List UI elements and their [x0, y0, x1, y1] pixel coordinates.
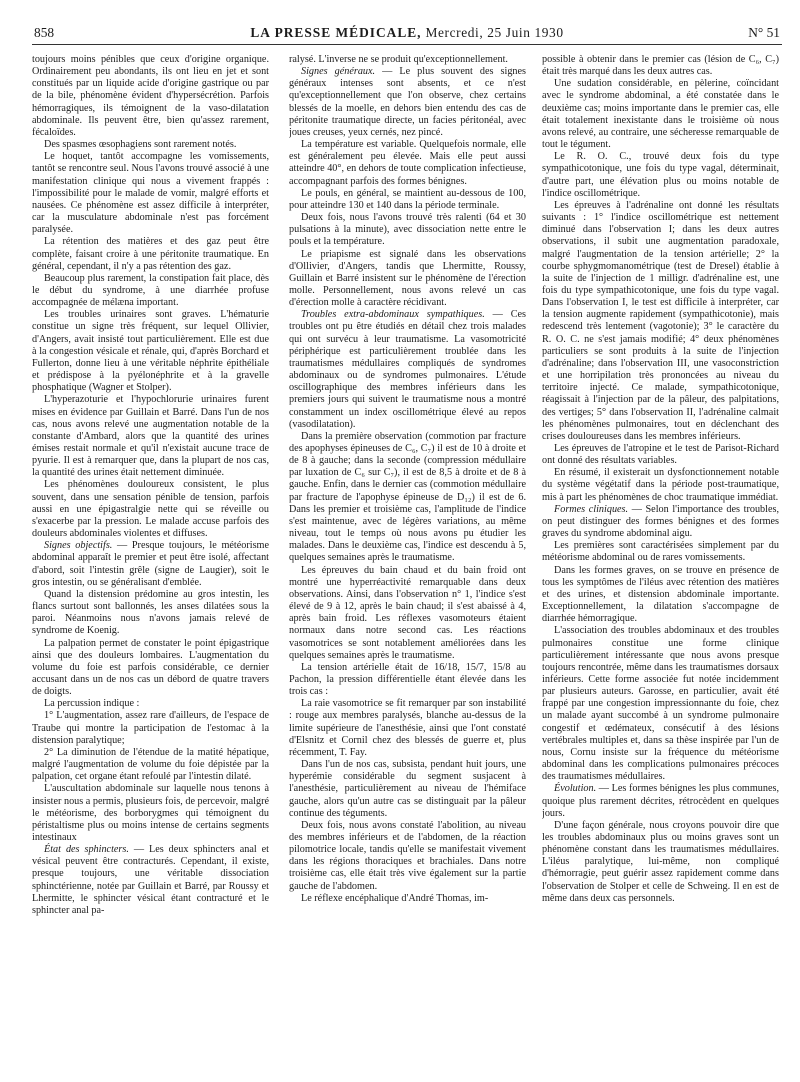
paragraph — [289, 66, 526, 139]
paragraph-text: Quand la distension prédomine au gros intestin, les flancs surtout sont ballonnés, les anses dilatées sous la paroi. Néanmoins nous n'avons jamais relevé de syndrome de Koenig. — [32, 588, 269, 637]
issue-number: N° 51 — [748, 25, 780, 40]
paragraph-text: 2° La diminution de l'étendue de la matité hépatique, malgré l'augmentation de volume du foie dépistée par la palpation, cet organe étant refoulé par l'intestin dilaté. — [32, 746, 269, 783]
paragraph — [32, 139, 269, 151]
section-heading: Signes généraux. — [301, 66, 376, 78]
paragraph — [289, 309, 526, 431]
paragraph — [32, 54, 269, 139]
paragraph — [289, 249, 526, 310]
section-heading: État des sphincters. — [44, 844, 129, 856]
text-column-left — [32, 54, 269, 1074]
paragraph — [32, 479, 269, 540]
paragraph-text: Des spasmes œsophagiens sont rarement notés. — [44, 139, 237, 151]
paragraph — [32, 783, 269, 844]
paragraph-text: Le réflexe encéphalique d'André Thomas, im- — [301, 892, 489, 904]
journal-title — [32, 25, 782, 41]
paragraph-text: 1° L'augmentation, assez rare d'ailleurs, de l'espace de Traube qui montre la participation de l'estomac à la distension paralytique; — [32, 710, 269, 746]
paragraph-text: Dans les formes graves, on se trouve en présence de tous les symptômes de l'iléus avec rétention des matières et des urines, et distension abdominale importante. Exceptionnellement, la dilatation s'accompagne de diarrhée hémorragique. — [542, 564, 779, 625]
paragraph-text: Le hoquet, tantôt accompagne les vomissements, tantôt se rencontre seul. Nous l'avons trouvé associé à une manifestation clinique qui nous a vivement frappés : l'impossibilité pour le malade de vomir, malgré efforts et nausées. Ce phénomène est assez difficile à interpréter, car la musculature abdominale n'est pas forcément paralysée. — [32, 151, 269, 236]
paragraph-text: L'hyperazoturie et l'hypochlorurie urinaires furent mises en évidence par Guillain et Barré. Dans l'un de nos cas, nous avons relevé une augmentation notable de la constante d'Ambard, alors que la quantité des urines émises restait normale et qu'il n'existait aucune trace de pyurie. Il est à remarquer que, dans la plupart de nos cas, la quantité des urines était nettement diminuée. — [32, 394, 269, 479]
paragraph — [289, 698, 526, 759]
paragraph — [32, 698, 269, 710]
paragraph-text: — Le plus souvent des signes généraux intenses sont absents, et ce n'est qu'exceptionnellement que l'on observe, chez certains blessés de la moelle, en dehors bien entendu des cas de péritonite traumatique directe, un facies péritonéal, avec joues creuses, yeux cernés, nez pincé. — [289, 66, 526, 138]
paragraph — [32, 394, 269, 479]
paragraph-text: La percussion indique : — [44, 698, 140, 710]
section-heading: Évolution. — [554, 783, 597, 795]
journal-name: LA PRESSE MÉDICALE, — [250, 25, 422, 40]
paragraph — [289, 212, 526, 248]
section-heading: Formes cliniques. — [554, 503, 629, 515]
paragraph-text: — Les formes bénignes les plus communes, quoique plus rarement décrites, rétrocèdent en quelques jours. — [542, 783, 779, 819]
paragraph-text: Deux fois, nous l'avons trouvé très ralenti (64 et 30 pulsations à la minute), avec dissociation nette entre le pouls et la température. — [289, 212, 526, 248]
paragraph-text: Les épreuves de l'atropine et le test de Parisot-Richard ont donné des résultats variables. — [542, 443, 779, 467]
text-column-middle — [289, 54, 526, 1074]
paragraph — [32, 844, 269, 917]
paragraph-text: Deux fois, nous avons constaté l'abolition, au niveau des membres inférieurs et de l'abdomen, de la réaction pilomotrice locale, tandis qu'elle se manifestait vivement dans les régions thoraciques et brachiales. Dans notre troisième cas, elle était très vive également sur la partie gauche de l'abdomen. — [289, 819, 526, 892]
paragraph-text: — Ces troubles ont pu être étudiés en détail chez trois malades qui ont survécu à leur traumatisme. La vasomotricité périphérique est particulièrement troublée dans les traumatismes médullaires compliqués de syndromes abdominaux ou de syndromes pulmonaires. L'étude oscillographique des membres inférieurs dans les premiers jours qui suivent le traumatisme nous a montré constamment un index oscillométrique élevé au repos (vasodilatation). — [289, 309, 526, 430]
paragraph — [542, 443, 779, 467]
paragraph-text: La rétention des matières et des gaz peut être complète, faisant croire à une péritonite traumatique. En général, cependant, il n'y a pas rétention des gaz. — [32, 236, 269, 272]
paragraph — [542, 151, 779, 200]
paragraph — [289, 431, 526, 565]
section-heading: Signes objectifs. — [44, 540, 113, 552]
paragraph — [542, 565, 779, 626]
section-heading: Troubles extra-abdominaux sympathiques. — [301, 309, 485, 321]
paragraph — [32, 151, 269, 236]
paragraph-text: — Presque toujours, le météorisme abdominal apparaît le premier et peut être isolé, affectant d'abord, soit l'intestin grêle (signe de Laugier), soit le gros intestin, ou se généralisant d'emblée. — [32, 540, 269, 588]
paragraph-text: La raie vasomotrice se fit remarquer par son instabilité : rouge aux membres paralysés, blanche au-dessus de la limite supérieure de l'anesthésie, ainsi que l'ont constaté d'Elsnitz et Cornil chez des blessés de guerre et, plus récemment, T. Fay. — [289, 698, 526, 758]
paragraph-text: Dans l'un de nos cas, subsista, pendant huit jours, une hyperémie considérable du segment susjacent à l'anesthésie, particulièrement au niveau de l'hémiface gauche, alors qu'un autre cas se distinguait par la pâleur continue des téguments. — [289, 759, 526, 819]
paragraph-text: D'une façon générale, nous croyons pouvoir dire que les troubles abdominaux plus ou moins graves sont un phénomène constant dans les traumatismes médullaires. L'iléus paralytique, lui-même, non compliqué d'hémorragie, peut guérir assez rapidement comme dans l'observation de Stolper et celle de Schweing. Il en est de même dans deux cas personnels. — [542, 819, 779, 904]
paragraph-text: possible à obtenir dans le premier cas (lésion de C₆, C₇) était très marqué dans les deux autres cas. — [542, 54, 779, 78]
paragraph-text: La palpation permet de constater le point épigastrique ainsi que des douleurs lombaires. L'augmentation du volume du foie est parfois considérable, ce dernier accusant dans un de nos cas un débord de quatre travers de doigts. — [32, 637, 269, 698]
paragraph-text: L'association des troubles abdominaux et des troubles pulmonaires constitue une forme clinique particulièrement intéressante que nous avons presque toujours rencontrée, même dans les traumatismes dorsaux inférieurs. Cette forme associée fut notée incidemment par plusieurs auteurs. Garosse, en particulier, avait été frappé par une congestion impressionnante du foie, chez un malade ayant succombé à un syndrome pulmonaire congestif et œdémateux, consécutif à des lésions vertébrales multiples et, dans sa thèse inspirée par l'un de nous, Cornu insiste sur la fréquence du météorisme abdominal dans les complications pulmonaires précoces des traumatismes médullaires. — [542, 625, 779, 783]
paragraph-text: La tension artérielle était de 16/18, 15/7, 15/8 au Pachon, la pression différentielle étant élevée dans les trois cas : — [289, 661, 526, 698]
paragraph-text: Le pouls, en général, se maintient au-dessous de 100, pour atteindre 130 et 140 dans la période terminale. — [289, 187, 526, 211]
paragraph-text: Beaucoup plus rarement, la constipation fait place, dès le début du syndrome, à une diarrhée profuse accompagnée de mélæna important. — [32, 272, 269, 309]
paragraph-text: Les premières sont caractérisées simplement par du météorisme abdominal ou de rares vomissements. — [542, 540, 779, 564]
paragraph — [542, 78, 779, 151]
paragraph-text: Dans la première observation (commotion par fracture des apophyses épineuses de C₆, C₇) il est de 10 à droite et de 8 à gauche; dans la seconde (compression médullaire par luxation de C₆ sur C₇), il est de 8,5 à droite et de 8 à gauche. Enfin, dans le dernier cas (commotion médullaire par fracture de l'apophyse épineuse de D₁₂) il est de 6. Dans les premier et troisième cas, l'amplitude de l'indice s'est maintenue, avec de légères variations, au même niveau, tout le temps où nous avons pu étudier les malades. Dans le deuxième cas, l'indice est descendu à 5, quelques semaines après le traumatisme. — [289, 430, 526, 564]
paragraph-text: ralysé. L'inverse ne se produit qu'exceptionnellement. — [289, 54, 508, 65]
paragraph-text: — Les deux sphincters anal et vésical peuvent être contracturés. Cependant, il existe, presque toujours, une véritable dissociation sphinctérienne, notée par Guillain et Barré, par Roussy et Lhermitte, le sphincter vésical étant contracturé et le sphincter anal pa- — [32, 844, 269, 916]
issue-date: Mercredi, 25 Juin 1930 — [425, 25, 564, 40]
paragraph — [542, 540, 779, 564]
paragraph — [289, 54, 526, 66]
paragraph-text: Le priapisme est signalé dans les observations d'Ollivier, d'Angers, tandis que Lhermitte, Roussy, Guillain et Barré insistent sur le phénomène de l'érection molle. Personnellement, nous avons relevé un cas d'érection molle à caractère récidivant. — [289, 248, 526, 309]
paragraph — [289, 188, 526, 212]
paragraph-text: Le R. O. C., trouvé deux fois du type sympathicotonique, une fois du type vagal, déterminait, d'autre part, une élévation plus ou moins notable de l'indice oscillométrique. — [542, 151, 779, 199]
paragraph-text: — Selon l'importance des troubles, on peut distinguer des formes bénignes et des formes graves du syndrome abdominal aigu. — [542, 503, 779, 540]
paragraph — [542, 783, 779, 819]
paragraph-text: Une sudation considérable, en pèlerine, coïncidant avec le syndrome abdominal, a été constatée dans le deuxième cas; moins importante dans le premier cas, elle était totalement inexistante dans le troisième où nous avons relevé, au contraire, une sécheresse remarquable de tout le tégument. — [542, 78, 779, 151]
paragraph — [32, 236, 269, 272]
paragraph — [289, 662, 526, 698]
paragraph — [542, 200, 779, 443]
paragraph — [542, 820, 779, 905]
paragraph-text: Les épreuves du bain chaud et du bain froid ont montré une hyperréactivité remarquable dans deux observations. Ainsi, dans l'observation n° 1, l'indice s'est élevé de 9 à 12, après le bain chaud; il s'est abaissé à 4, après bain froid. Les réflexes vasomoteurs étaient normaux dans notre second cas. Les réactions vasomotrices se sont notablement améliorées dans les quelques semaines après le traumatisme. — [289, 564, 526, 661]
paragraph — [289, 139, 526, 188]
paragraph — [32, 273, 269, 309]
paragraph — [542, 467, 779, 503]
page-header — [32, 24, 782, 45]
paragraph-text: Les troubles urinaires sont graves. L'hématurie constitue un signe très fréquent, sur lequel Ollivier, d'Angers, avait insisté tout particulièrement. Elle est due à la congestion vésicale et rénale, qui, d'après Borchard et Fullerton, donne lieu à une véritable néphrite épithéliale et prédispose à la pyélonéphrite et à la gravelle phosphatique (Wagner et Stolper). — [32, 309, 269, 394]
paragraph-text: L'auscultation abdominale sur laquelle nous tenons à insister nous a permis, plusieurs fois, de percevoir, malgré le météorisme, des borborygmes qui témoignent du péristaltisme plus ou moins intense de certains segments intestinaux — [32, 783, 269, 843]
paragraph — [32, 747, 269, 783]
paragraph — [32, 309, 269, 394]
paragraph — [32, 710, 269, 746]
paragraph — [542, 54, 779, 78]
paragraph — [289, 893, 526, 905]
paragraph-text: Les phénomènes douloureux consistent, le plus souvent, dans une sensation pénible de tension, parfois aussi en une épigastralgie nette qui se réveille ou s'exacerbe par la pression. Le malade accuse parfois des douleurs abdominales violentes et diffuses. — [32, 479, 269, 540]
paragraph — [32, 540, 269, 589]
paragraph — [289, 820, 526, 893]
paragraph — [289, 565, 526, 662]
paragraph — [32, 638, 269, 699]
text-column-right — [542, 54, 779, 1074]
paragraph — [289, 759, 526, 820]
paragraph — [542, 504, 779, 540]
paragraph-text: En résumé, il existerait un dysfonctionnement notable du système végétatif dans la période post-traumatique, mis à part les phénomènes de choc traumatique immédiat. — [542, 467, 779, 503]
paragraph — [32, 589, 269, 638]
paragraph-text: Les épreuves à l'adrénaline ont donné les résultats suivants : 1° l'indice oscillométrique est nettement diminué dans l'observation I; dans les deux autres observations, il subit une augmentation paradoxale, malgré l'augmentation de la tension artérielle; 2° la courbe sphygmomanométrique (test de Dresel) établie à la suite de l'injection de 1 milligr. d'adrénaline est, une fois du type sympathicotonique, une fois du type vagal. Dans l'observation I, le test est difficile à interpréter, car la tension augmente rapidement (sympathicotonie), mais redescend très lentement (vagotonie); 3° le caractère du R. O. C. ne s'est jamais modifié; 4° deux phénomènes particuliers se sont produits à la suite de l'injection d'adrénaline; dans l'observation III, une vasoconstriction et une horripilation très prononcées au niveau du territoire injecté. Ce malade, sympathicotonique, réagissait à l'injection par de la pâleur, des palpitations, des vertiges; 5° dans l'observation II, l'adrénaline calmait les phénomènes pulmonaires, tout en déclenchant des crises douloureuses dans les membres inférieurs. — [542, 199, 779, 442]
paragraph-text: La température est variable. Quelquefois normale, elle est généralement peu élevée. Mais elle peut aussi atteindre 40°, en dehors de toute complication infectieuse, accompagnant parfois des formes bénignes. — [289, 139, 526, 187]
paragraph — [542, 625, 779, 783]
page-number: 858 — [34, 25, 55, 40]
paragraph-text: toujours moins pénibles que ceux d'origine organique. Ordinairement peu abondants, ils ont lieu en jet et sont constitués par un liquide acide d'origine gastrique ou par de la bile, phénomène évident d'hypersécrétion. Parfois hémorragiques, ils témoignent de la vaso-dilatation abdominale. Ils peuvent être, bien qu'assez rarement, fécaloïdes. — [32, 54, 269, 138]
